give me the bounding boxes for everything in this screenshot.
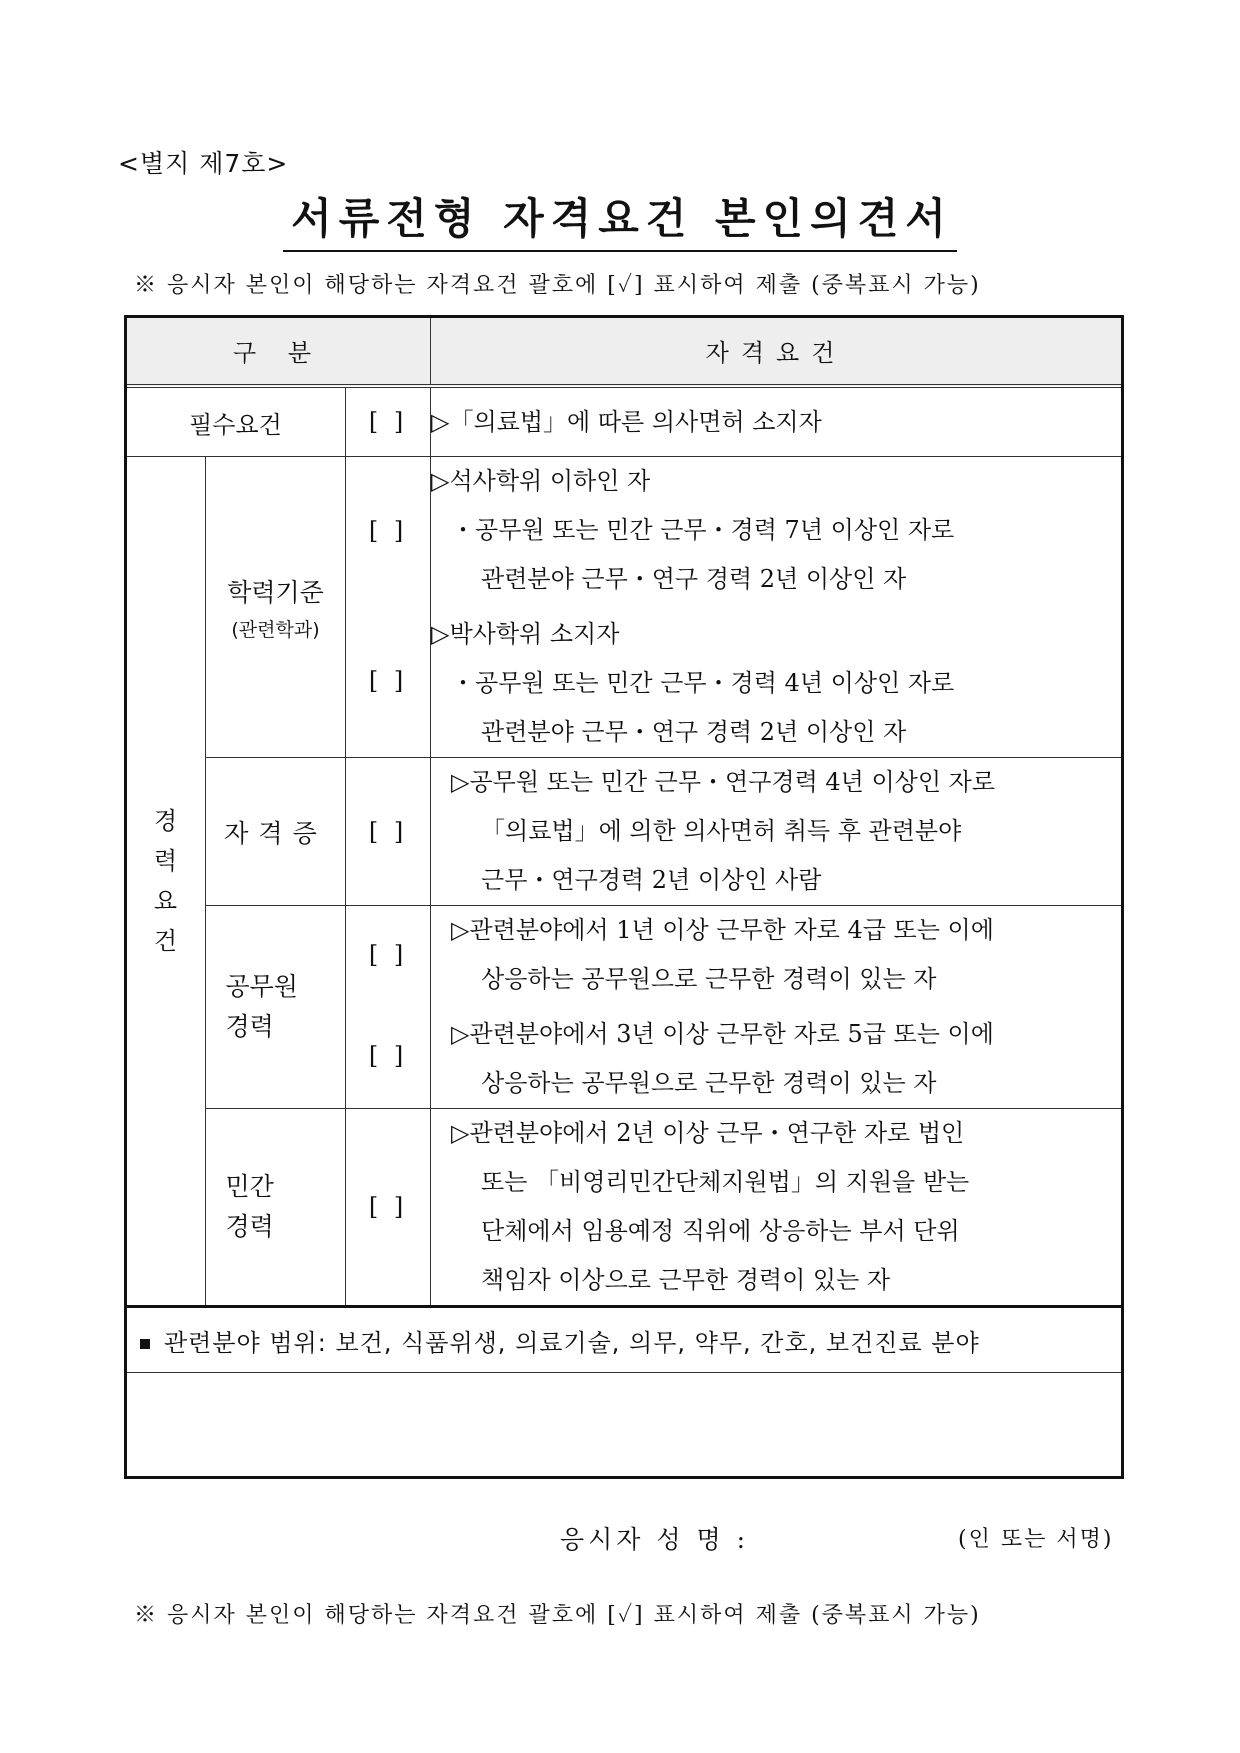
career-label [126, 457, 206, 1307]
education-masters-line1: ・공무원 또는 민간 근무・경력 7년 이상인 자로 [451, 516, 955, 544]
education-masters-line2: 관련분야 근무・연구 경력 2년 이상인 자 [481, 565, 907, 593]
appendix-label: <별지 제7호> [118, 149, 289, 178]
private-checkbox[interactable]: [ ] [346, 1109, 431, 1307]
public-servant-checkbox-1[interactable]: [ ] [346, 906, 431, 1005]
education-masters-heading: ▷석사학위 이하인 자 [431, 467, 651, 495]
public-servant-label2: 경력 [225, 1012, 274, 1041]
mandatory-requirement: ▷「의료법」에 따른 의사면허 소지자 [431, 407, 822, 436]
mandatory-checkbox[interactable]: [ ] [346, 386, 431, 457]
table-header-row [126, 317, 1122, 387]
square-bullet-icon [140, 1339, 150, 1349]
header-category: 구 분 [126, 317, 431, 387]
public-servant-item-1 [431, 906, 1122, 1005]
qualification-table [125, 316, 1122, 1373]
document-title: 서류전형 자격요건 본인의견서 [283, 186, 957, 252]
footnote-row [126, 1307, 1122, 1373]
public-servant-row-1 [126, 906, 1122, 1005]
private-line2: 또는 「비영리민간단체지원법」의 지원을 받는 [481, 1168, 970, 1196]
education-label-cell [206, 457, 346, 758]
public-servant-label1: 공무원 [225, 972, 298, 1001]
education-doctorate [431, 604, 1122, 758]
public-servant-item-2-line2: 상응하는 공무원으로 근무한 경력이 있는 자 [481, 1069, 937, 1097]
education-row-1 [126, 457, 1122, 605]
education-doctorate-line2: 관련분야 근무・연구 경력 2년 이상인 자 [481, 718, 907, 746]
private-text [431, 1109, 1122, 1307]
career-label-text: 경력요건 [153, 807, 178, 955]
private-label2: 경력 [225, 1212, 274, 1241]
education-checkbox-doctorate[interactable]: [ ] [346, 604, 431, 758]
footnote-text: 관련분야 범위: 보건, 식품위생, 의료기술, 의무, 약무, 간호, 보건진료 분야 [164, 1328, 980, 1357]
license-row [126, 758, 1122, 906]
public-servant-item-2-line1: ▷관련분야에서 3년 이상 근무한 자로 5급 또는 이에 [451, 1020, 994, 1048]
seal-note: (인 또는 서명) [958, 1527, 1114, 1552]
license-line1: ▷공무원 또는 민간 근무・연구경력 4년 이상인 자로 [451, 768, 996, 796]
footnote-cell [126, 1307, 1122, 1373]
mandatory-text [431, 386, 1122, 457]
private-label1: 민간 [225, 1172, 274, 1201]
instruction-note-bottom: ※ 응시자 본인이 해당하는 자격요건 괄호에 [✓] 표시하여 제출 (중복표시 가능) [134, 1603, 981, 1628]
private-label-cell [206, 1109, 346, 1307]
public-servant-checkbox-2[interactable]: [ ] [346, 1004, 431, 1109]
private-line3: 단체에서 임용예정 직위에 상응하는 부서 단위 [481, 1217, 960, 1245]
license-line2: 「의료법」에 의한 의사면허 취득 후 관련분야 [481, 817, 962, 845]
private-line4: 책임자 이상으로 근무한 경력이 있는 자 [481, 1266, 891, 1294]
license-checkbox[interactable]: [ ] [346, 758, 431, 906]
public-servant-item-2 [431, 1004, 1122, 1109]
education-doctorate-line1: ・공무원 또는 민간 근무・경력 4년 이상인 자로 [451, 669, 955, 697]
education-checkbox-masters[interactable]: [ ] [346, 457, 431, 605]
license-label: 자격증 [224, 818, 327, 848]
public-servant-item-1-line1: ▷관련분야에서 1년 이상 근무한 자로 4급 또는 이에 [451, 916, 994, 944]
license-line3: 근무・연구경력 2년 이상인 사람 [481, 866, 822, 894]
license-text [431, 758, 1122, 906]
education-doctorate-heading: ▷박사학위 소지자 [431, 620, 620, 648]
private-line1: ▷관련분야에서 2년 이상 근무・연구한 자로 법인 [451, 1119, 965, 1147]
mandatory-label: 필수요건 [126, 386, 346, 457]
public-servant-item-1-line2: 상응하는 공무원으로 근무한 경력이 있는 자 [481, 965, 937, 993]
private-row [126, 1109, 1122, 1307]
education-masters [431, 457, 1122, 605]
education-label: 학력기준 [227, 577, 324, 607]
license-label-cell [206, 758, 346, 906]
public-servant-label-cell [206, 906, 346, 1109]
instruction-note-top: ※ 응시자 본인이 해당하는 자격요건 괄호에 [✓] 표시하여 제출 (중복표시 가능) [134, 273, 981, 298]
mandatory-row [126, 386, 1122, 457]
header-requirements: 자격요건 [431, 317, 1122, 387]
education-sublabel: (관련학과) [231, 618, 320, 641]
document-title-wrap [0, 186, 1240, 252]
applicant-name-label: 응시자 성 명 : [560, 1525, 750, 1554]
